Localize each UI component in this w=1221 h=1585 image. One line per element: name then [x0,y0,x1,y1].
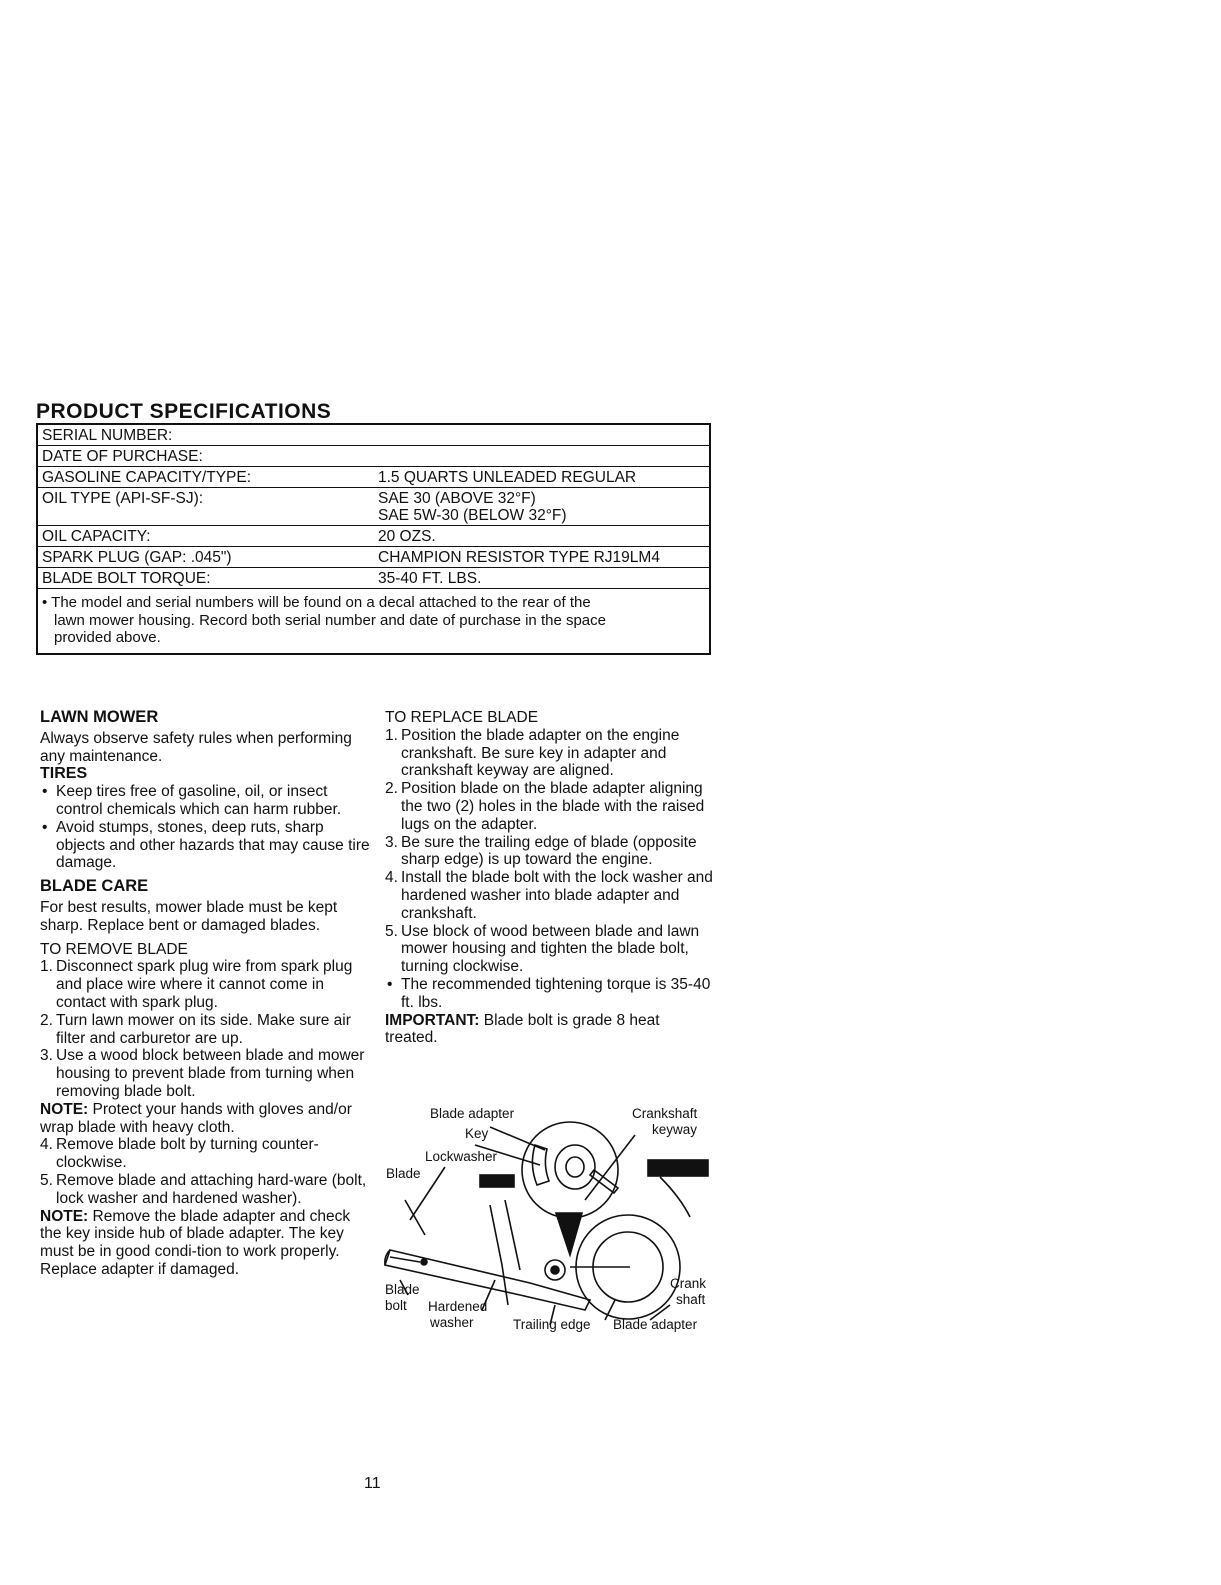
list-item [385,834,715,870]
label-crank-shaft: shaft [676,1292,706,1307]
detail-lockwasher [532,1145,549,1185]
label-trailing-edge: Trailing edge [513,1317,591,1332]
list-item-text: Remove blade bolt by turning counter-clockwise. [56,1136,319,1172]
replace-blade-heading: TO REPLACE BLADE [385,709,539,726]
step-number: 2. [40,1011,53,1029]
detail-hub [555,1145,595,1189]
note-text: Protect your hands with gloves and/or wrap blade with heavy cloth. [40,1100,352,1136]
list-item-text: Use block of wood between blade and lawn mower housing and tighten the blade bolt, turning clockwise. [401,922,700,976]
list-item-text: Be sure the trailing edge of blade (opposite sharp edge) is up toward the engine. [401,833,697,869]
label-crank-shaft: Crank [670,1276,707,1291]
left-column [40,709,370,1279]
spec-label: GASOLINE CAPACITY/TYPE: [37,467,374,488]
spec-row-gasoline [37,467,710,488]
spec-value: 20 OZS. [374,526,710,547]
spec-row-oil-capacity [37,526,710,547]
blade-bolt-head [421,1259,427,1265]
list-item [40,958,370,1011]
detail-hub-hole [566,1157,584,1177]
leader-line [405,1200,425,1235]
spec-value: CHAMPION RESISTOR TYPE RJ19LM4 [374,547,710,568]
spec-note-line: lawn mower housing. Record both serial number and date of purchase in the space [54,611,606,629]
spec-row-spark-plug [37,547,710,568]
list-item-text: Position the blade adapter on the engine crankshaft. Be sure key in adapter and crankshaft keyway are aligned. [401,726,680,780]
list-item [40,1047,370,1100]
list-item-text: Turn lawn mower on its side. Make sure air filter and carburetor are up. [56,1011,351,1047]
spec-label: OIL TYPE (API-SF-SJ): [37,488,374,526]
spec-value [374,488,710,526]
spec-note-line: provided above. [54,629,161,646]
lawn-mower-text: Always observe safety rules when performing any maintenance. [40,729,352,765]
threaded-shaft [480,1175,514,1187]
step-number: 5. [40,1171,53,1189]
list-item-text: Install the blade bolt with the lock washer and hardened washer into blade adapter and crankshaft. [401,869,713,922]
note-label: NOTE: [40,1100,89,1118]
spec-value: 35-40 FT. LBS. [374,568,710,589]
list-item [385,727,715,780]
list-item [385,780,715,833]
list-item [40,819,370,872]
list-item [385,869,715,922]
page-title: PRODUCT SPECIFICATIONS [36,400,332,423]
list-item-text: Keep tires free of gasoline, oil, or insect control chemicals which can harm rubber. [56,783,342,818]
label-blade: Blade [386,1166,421,1181]
spec-value [374,424,710,446]
detail-magnifier-circle [522,1122,618,1218]
important-label: IMPORTANT: [385,1011,480,1029]
label-crankshaft-keyway: keyway [652,1122,698,1137]
bullet-glyph: • [387,975,393,993]
list-item [385,923,715,976]
note-paragraph [40,1208,370,1279]
step-number: 4. [385,869,398,887]
threaded-shaft [648,1160,708,1176]
blade-bolt-line [390,1257,420,1262]
remove-blade-heading: TO REMOVE BLADE [40,940,188,958]
list-item [40,1012,370,1048]
spec-value: 1.5 QUARTS UNLEADED REGULAR [374,467,710,488]
housing-wall [505,1200,520,1270]
label-blade-bolt: Blade [385,1282,420,1297]
label-hardened-washer: washer [430,1315,474,1330]
note-label: NOTE: [40,1207,89,1225]
note-paragraph [40,1101,370,1137]
spec-value-line: SAE 5W-30 (BELOW 32°F) [378,507,567,524]
step-number: 1. [40,958,53,976]
right-column [385,709,715,1047]
label-blade-bolt: bolt [385,1298,407,1313]
list-item [385,976,715,1012]
list-item-text: Position blade on the blade adapter aligning the two (2) holes in the blade with the raised lugs on the adapter. [401,780,705,833]
magnifier-pointer [556,1213,582,1255]
list-item-text: Avoid stumps, stones, deep ruts, sharp objects and other hazards that may cause tire damage. [56,818,370,872]
important-paragraph [385,1012,715,1048]
spec-row-serial [37,424,710,446]
page-number: 11 [364,1475,381,1492]
spec-note-row [37,589,710,654]
step-number: 4. [40,1136,53,1154]
step-number: 5. [385,922,398,940]
spec-label: BLADE BOLT TORQUE: [37,568,374,589]
spec-value [374,446,710,467]
spec-label: SERIAL NUMBER: [37,424,374,446]
spec-note-text: The model and serial numbers will be found on a decal attached to the rear of the [51,594,591,611]
step-number: 2. [385,780,398,798]
step-number: 3. [385,833,398,851]
label-blade-adapter-bottom: Blade adapter [613,1317,698,1332]
housing-edge [660,1177,690,1217]
list-item-text: The recommended tightening torque is 35-40 ft. lbs. [401,975,711,1011]
spec-label: SPARK PLUG (GAP: .045") [37,547,374,568]
list-item-text: Disconnect spark plug wire from spark plug and place wire where it cannot come in contact with spark plug. [56,958,353,1011]
adapter-center [551,1266,559,1274]
spec-note-line [42,594,703,612]
spec-value-line: SAE 30 (ABOVE 32°F) [378,490,536,507]
list-item [40,1136,370,1172]
spec-label: OIL CAPACITY: [37,526,374,547]
list-item [40,1172,370,1208]
spec-row-date [37,446,710,467]
specifications-table [36,423,711,655]
label-lockwasher: Lockwasher [425,1149,498,1164]
list-item-text: Remove blade and attaching hard-ware (bolt, lock washer and hardened washer). [56,1171,367,1207]
step-number: 3. [40,1047,53,1065]
lawn-mower-heading: LAWN MOWER [40,708,159,726]
label-key: Key [465,1126,489,1141]
bullet-glyph: • [42,818,48,836]
list-item [40,783,370,819]
label-blade-adapter-top: Blade adapter [430,1106,515,1121]
label-hardened-washer: Hardened [428,1299,488,1314]
blade-care-heading: BLADE CARE [40,877,149,896]
tires-heading: TIRES [40,765,88,783]
bullet-glyph: • [42,783,48,801]
bullet-glyph: • [42,594,48,611]
spec-row-oil-type [37,488,710,526]
blade-care-text: For best results, mower blade must be kept sharp. Replace bent or damaged blades. [40,898,338,934]
spec-note [37,589,710,654]
blade-assembly-diagram [380,1105,720,1345]
note-text: Remove the blade adapter and check the key inside hub of blade adapter. The key must be in good condi-tion to work properly. Replace adapter if damaged. [40,1207,351,1278]
spec-row-blade-torque [37,568,710,589]
leader-line [490,1127,545,1150]
step-number: 1. [385,726,398,744]
important-text: Blade bolt is grade 8 heat treated. [385,1011,660,1047]
list-item-text: Use a wood block between blade and mower housing to prevent blade from turning when removing blade bolt. [56,1047,365,1100]
blade-shape [385,1250,590,1310]
spec-label: DATE OF PURCHASE: [37,446,374,467]
label-crankshaft-keyway: Crankshaft [632,1106,698,1121]
